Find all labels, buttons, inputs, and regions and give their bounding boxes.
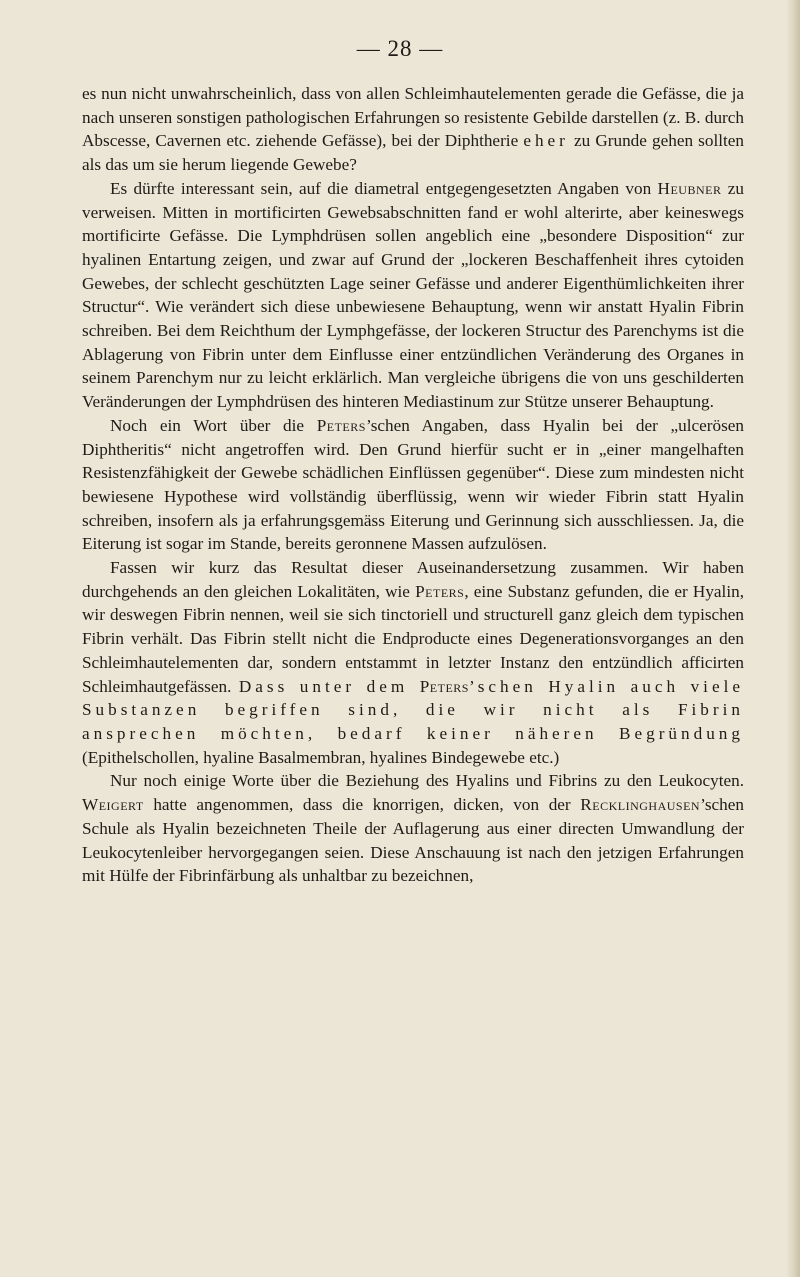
text-run: Noch ein Wort über die: [110, 415, 317, 435]
text-run: zu verweisen. Mitten in mortificirten Gewebsabschnitten fand er wohl alterirte, aber keineswegs mortificirte Gefässe. Die Lymphdrüsen sollen angeblich eine „besondere Disposition“ zur hyalinen Entartung zeigen, und zwar auf Grund der „lockeren Beschaffenheit ihres cytoiden Gewebes, der schlecht geschützten Lage seiner Gefässe und anderer Eigenthümlichkeiten ihrer Structur“. Wie verändert sich diese unbewiesene Behauptung, wenn wir anstatt Hyalin Fibrin schreiben. Bei dem Reichthum der Lymphgefässe, der lockeren Structur des Parenchyms ist die Ablagerung von Fibrin unter dem Einflusse einer entzündlichen Veränderung des Organes in seinem Parenchym nur zu leicht erklärlich. Man vergleiche übrigens die von uns geschilderten Veränderungen der Lymphdrüsen des hinteren Mediastinum zur Stütze unserer Behauptung.: [82, 178, 744, 412]
paragraph: [82, 414, 744, 556]
author-name: Heubner: [657, 178, 722, 198]
author-name: Peters: [316, 415, 366, 435]
author-name: Recklinghausen: [580, 795, 701, 815]
text-run: , eine Substanz gefunden, die er Hyalin, wir deswegen Fibrin nennen, weil sie sich tinctoriell und structurell ganz gleich dem typischen Fibrin verhält. Das Fibrin stellt nicht die Endproducte eines Degenerationsvorganges an den Schleimhautelementen dar, sondern entstammt in letzter Instanz den entzündlich afficirten Schleimhautgefässen.: [82, 581, 744, 696]
text-run: hatte angenommen, dass die knorrigen, dicken, von der: [143, 795, 581, 815]
text-run: Es dürfte interessant sein, auf die diametral entgegengesetzten Angaben von: [110, 178, 658, 198]
text-run: Fassen wir kurz das Resultat dieser Auseinandersetzung zusammen. Wir haben durchgehends an den gleichen Lokalitäten, wie: [82, 558, 744, 601]
text-run: es nun nicht unwahrscheinlich, dass von allen Schleimhautelementen gerade die Gefässe, die ja nach unseren sonstigen pathologischen Erfahrungen so resistente Gebilde darstellen (z. B. durch Abscesse, Cavernen etc. ziehende Gefässe), bei der Diphtherie: [82, 84, 744, 151]
text-run: Nur noch einige Worte über die Beziehung des Hyalins und Fibrins zu den Leukocyten.: [110, 771, 744, 791]
text-run: (Epithelschollen, hyaline Basalmembran, hyalines Bindegewebe etc.): [82, 747, 560, 767]
emphasized-text: ’schen Hyalin auch viele Substanzen begriffen sind, die wir nicht als Fibrin ansprechen möchten, bedarf keiner näheren Begründung: [82, 676, 744, 743]
text-run: ’schen Schule als Hyalin bezeichneten Theile der Auflagerung aus einer directen Umwandlung der Leukocytenleiber hervorgegangen seien. Diese Anschauung ist nach den jetzigen Erfahrungen mit Hülfe der Fibrinfärbung als unhaltbar zu bezeichnen,: [82, 795, 744, 886]
text-run: ’schen Angaben, dass Hyalin bei der „ulcerösen Diphtheritis“ nicht angetroffen wird. Den Grund hierfür sucht er in „einer mangelhaften Resistenzfähigkeit der Gewebe schädlichen Einflüssen gegenüber“. Diese zum mindesten nicht bewiesene Hypothese wird vollständig überflüssig, wenn wir wieder Fibrin statt Hyalin schreiben, insofern als ja erfahrungsgemäss Eiterung und Gerinnung sich ausschliessen. Ja, die Eiterung ist sogar im Stande, bereits geronnene Massen aufzulösen.: [82, 415, 745, 554]
author-name: Peters: [415, 581, 465, 601]
author-name: Peters: [419, 676, 469, 696]
page-edge-shadow: [786, 0, 800, 1277]
paragraph: [82, 556, 744, 769]
author-name: Weigert: [82, 795, 144, 815]
text-run: zu Grunde gehen sollten als das um sie herum liegende Gewebe?: [82, 131, 744, 175]
emphasized-text: eher: [523, 131, 569, 151]
paragraph: [82, 82, 744, 177]
emphasized-text: Dass unter dem: [238, 676, 420, 696]
page-number: — 28 —: [356, 36, 444, 61]
body-text: [82, 82, 744, 888]
paragraph: [82, 769, 744, 888]
paragraph: [82, 177, 744, 414]
